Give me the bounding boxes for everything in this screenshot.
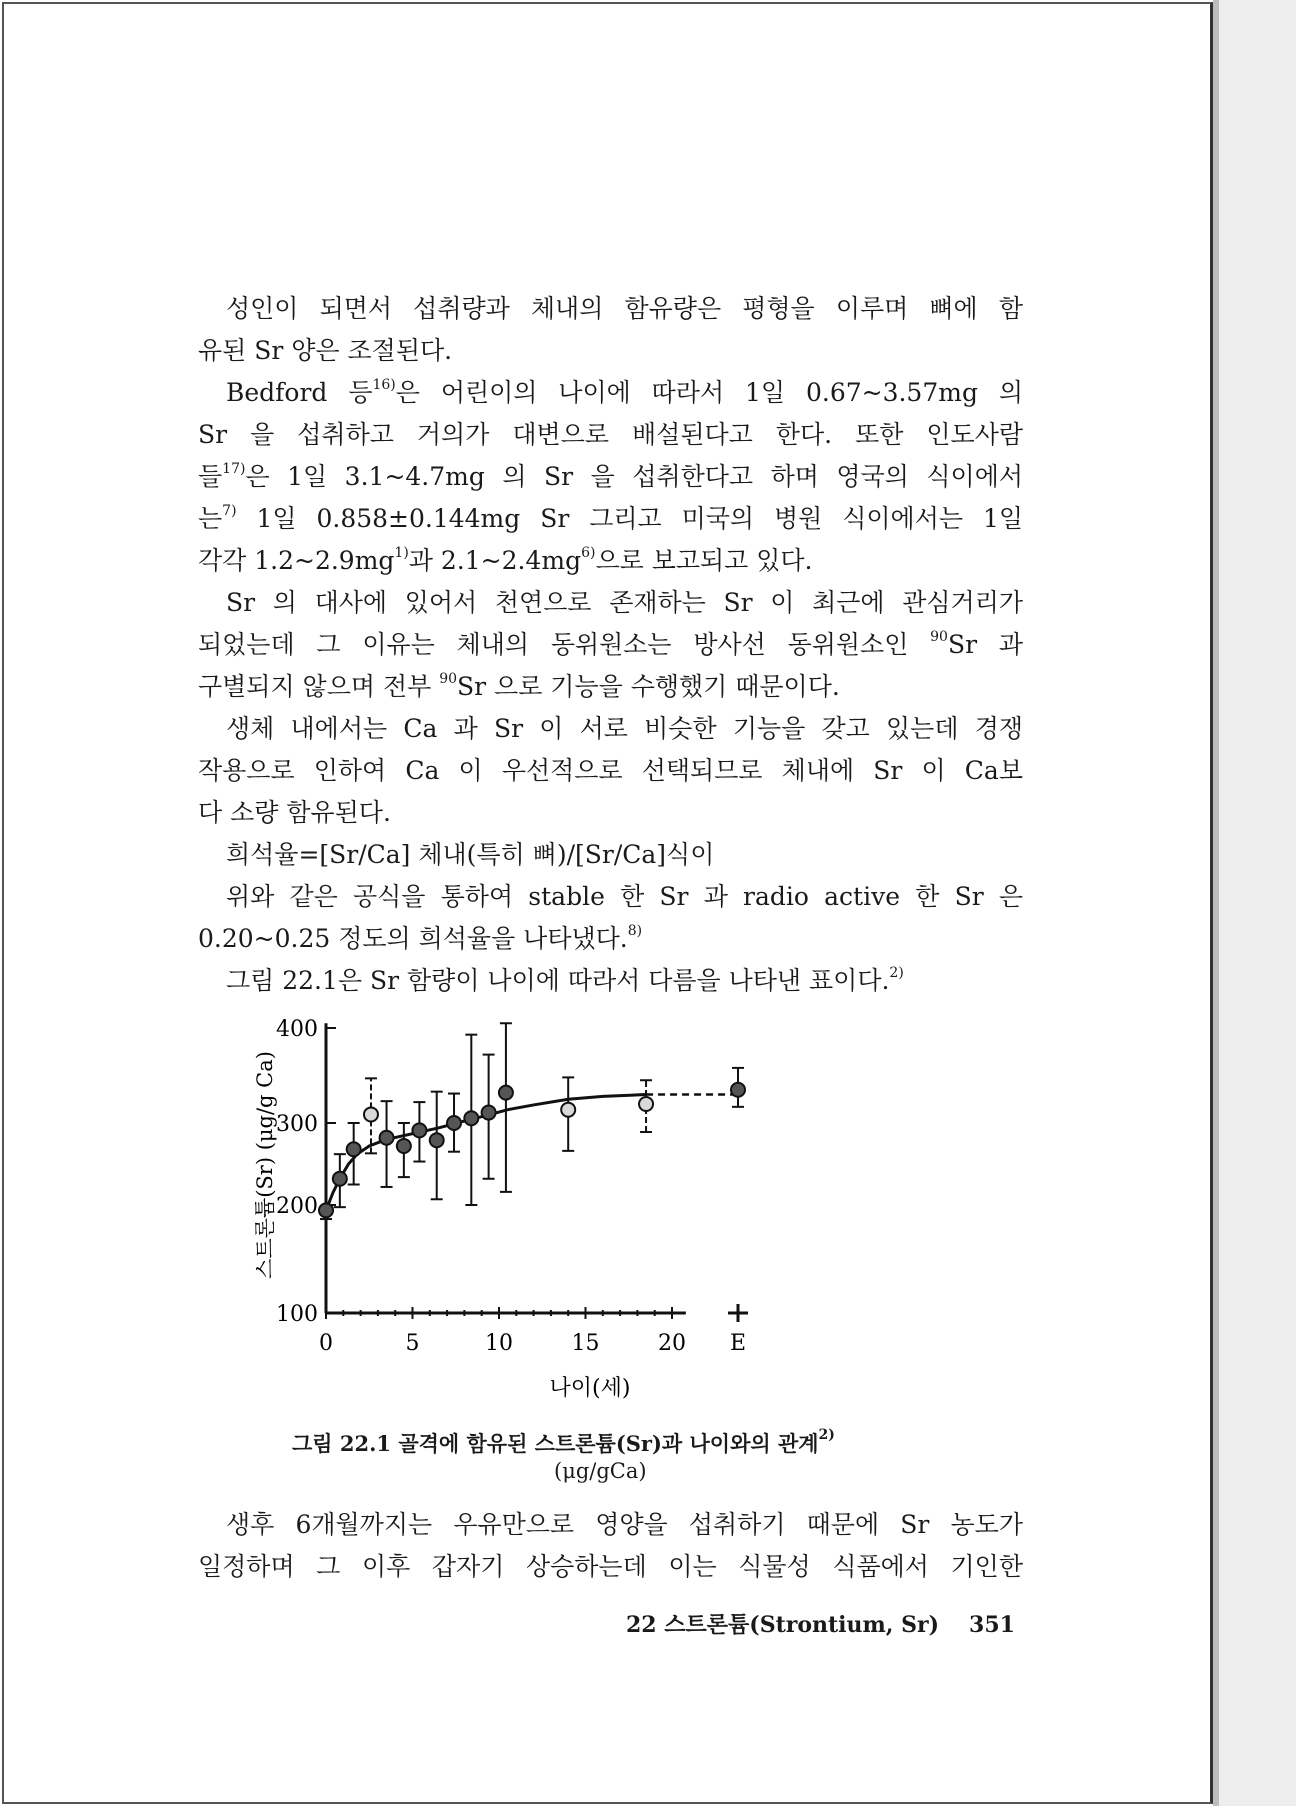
data-point <box>364 1107 378 1121</box>
text-segment: Sr 의 대사에 있어서 천연으로 존재하는 Sr 이 최근에 관심거리가 <box>226 588 1023 617</box>
data-point <box>347 1142 361 1156</box>
text-segment: Bedford 등 <box>226 378 373 407</box>
text-segment: 각각 1.2~2.9mg <box>198 546 395 575</box>
y-tick-label: 400 <box>276 1017 318 1042</box>
running-head: 22 스트론튬(Strontium, Sr) <box>626 1612 940 1638</box>
text-segment: 0.20~0.25 정도의 희석율을 나타냈다. <box>198 924 628 953</box>
text-segment: 생후 6개월까지는 우유만으로 영양을 섭취하기 때문에 Sr 농도가 <box>226 1510 1023 1539</box>
data-point <box>499 1086 513 1100</box>
x-tick-label: E <box>729 1331 747 1356</box>
data-point <box>639 1097 653 1111</box>
footnote-ref: 17) <box>222 461 246 477</box>
data-point <box>412 1123 426 1137</box>
footnote-ref: 90 <box>930 629 948 645</box>
data-point <box>319 1203 333 1217</box>
footnote-ref: 6) <box>581 545 596 561</box>
text-segment: 는 <box>198 504 223 533</box>
caption-ref: 2) <box>818 1427 835 1443</box>
y-tick-label: 200 <box>276 1194 318 1219</box>
x-tick-label: 5 <box>405 1331 420 1356</box>
text-segment: 되었는데 그 이유는 체내의 동위원소는 방사선 동위원소인 <box>198 630 931 659</box>
x-axis-label: 나이(세) <box>549 1376 631 1401</box>
text-segment: 희석율=[Sr/Ca] 체내(특히 뼈)/[Sr/Ca]식이 <box>226 840 715 869</box>
text-segment: 일정하며 그 이후 갑자기 상승하는데 이는 식물성 식품에서 기인한 <box>198 1552 1023 1581</box>
text-segment: 은 어린이의 나이에 따라서 1일 0.67~3.57mg 의 <box>395 378 1023 407</box>
footnote-ref: 8) <box>627 923 643 939</box>
text-segment: 성인이 되면서 섭취량과 체내의 함유량은 평형을 이루며 뼈에 함 <box>226 294 1023 323</box>
text-segment: Sr 을 섭취하고 거의가 대변으로 배설된다고 한다. 또한 인도사람 <box>198 420 1023 449</box>
data-point <box>430 1133 444 1147</box>
figure-caption <box>292 1428 835 1458</box>
y-tick-label: 300 <box>276 1112 318 1137</box>
x-tick-label: 15 <box>571 1331 600 1356</box>
footnote-ref: 1) <box>394 545 409 561</box>
text-segment: 위와 같은 공식을 통하여 stable 한 Sr 과 radio active 한 Sr 은 <box>226 882 1023 911</box>
text-segment: 유된 Sr 양은 조절된다. <box>198 336 453 365</box>
y-tick-label: 100 <box>276 1302 318 1327</box>
text-segment: 1일 0.858±0.144mg Sr 그리고 미국의 병원 식이에서는 1일 <box>236 504 1023 533</box>
y-axis-label: 스트론튬(Sr) (μg/g Ca) <box>253 1051 277 1279</box>
data-point <box>333 1172 347 1186</box>
text-segment: Sr 으로 기능을 수행했기 때문이다. <box>457 672 840 701</box>
text-segment: 생체 내에서는 Ca 과 Sr 이 서로 비슷한 기능을 갖고 있는데 경쟁 <box>226 714 1023 743</box>
caption-unit: (μg/gCa) <box>554 1459 647 1483</box>
x-tick-label: 0 <box>319 1331 333 1356</box>
data-point <box>397 1139 411 1153</box>
caption-text: 그림 22.1 골격에 함유된 스트론튬(Sr)과 나이와의 관계 <box>292 1431 819 1456</box>
x-tick-label: 20 <box>658 1331 686 1356</box>
text-segment: Sr 과 <box>947 630 1023 659</box>
data-point <box>561 1103 575 1117</box>
text-segment: 으로 보고되고 있다. <box>595 546 813 575</box>
text-segment: 작용으로 인하여 Ca 이 우선적으로 선택되므로 체내에 Sr 이 Ca보 <box>198 756 1023 785</box>
data-point <box>464 1111 478 1125</box>
footnote-ref: 7) <box>222 503 237 519</box>
text-segment: 은 1일 3.1~4.7mg 의 Sr 을 섭취한다고 하며 영국의 식이에서 <box>245 462 1023 491</box>
text-segment: 다 소량 함유된다. <box>198 798 391 827</box>
page-number: 351 <box>969 1612 1015 1638</box>
footnote-ref: 16) <box>372 377 396 393</box>
data-point <box>482 1106 496 1120</box>
data-point <box>447 1116 461 1130</box>
footnote-ref: 90 <box>439 671 458 687</box>
data-point <box>731 1083 745 1097</box>
text-segment: 들 <box>198 462 223 491</box>
text-segment: 과 2.1~2.4mg <box>408 546 582 575</box>
text-segment: 구별되지 않으며 전부 <box>198 672 440 701</box>
text-segment: 그림 22.1은 Sr 함량이 나이에 따라서 다름을 나타낸 표이다. <box>226 966 890 995</box>
data-point <box>380 1131 394 1145</box>
footnote-ref: 2) <box>889 965 904 981</box>
page-footer <box>626 1608 1015 1639</box>
x-tick-label: 10 <box>485 1331 513 1356</box>
